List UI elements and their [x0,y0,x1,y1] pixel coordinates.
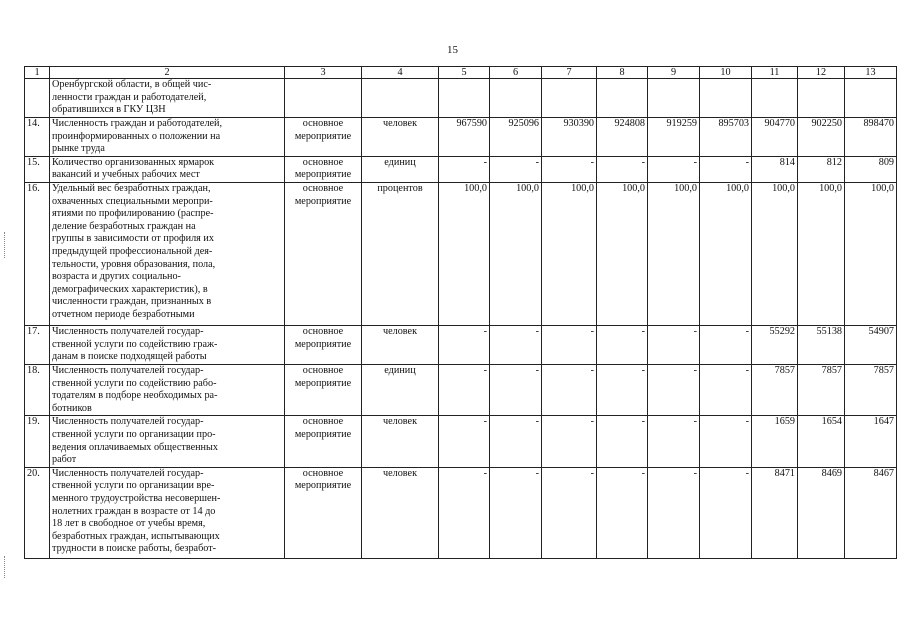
indicator-name: Численность получателей государ- ственной услуги по организации про- ведения оплачиваемых общественных работ [50,416,285,467]
table-row [25,118,897,157]
value-cell: - [700,467,752,558]
table-row [25,79,897,118]
row-number: 17. [25,325,50,364]
row-number: 19. [25,416,50,467]
value-cell: 100,0 [845,182,897,325]
value-cell: - [439,325,490,364]
value-cell: - [490,156,542,182]
value-cell: - [490,416,542,467]
column-header: 11 [752,67,798,79]
column-header: 10 [700,67,752,79]
row-number: 15. [25,156,50,182]
indicator-type: основное мероприятие [285,182,362,325]
value-cell: 898470 [845,118,897,157]
value-cell: - [439,156,490,182]
value-cell: - [542,416,597,467]
indicator-type: основное мероприятие [285,325,362,364]
row-number: 20. [25,467,50,558]
indicator-type: основное мероприятие [285,156,362,182]
value-cell [798,79,845,118]
value-cell: - [542,156,597,182]
column-header: 2 [50,67,285,79]
scan-edge-mark [4,556,7,578]
value-cell: 100,0 [798,182,845,325]
value-cell: 1659 [752,416,798,467]
value-cell: 8469 [798,467,845,558]
value-cell: 1654 [798,416,845,467]
indicator-name: Оренбургской области, в общей чис- ленности граждан и работодателей, обратившихся в ГКУ ЦЗН [50,79,285,118]
unit-of-measure: человек [362,118,439,157]
value-cell: 55292 [752,325,798,364]
value-cell [648,79,700,118]
indicator-type [285,79,362,118]
value-cell: - [700,364,752,415]
unit-of-measure: человек [362,467,439,558]
column-header: 3 [285,67,362,79]
value-cell: 55138 [798,325,845,364]
value-cell: 100,0 [700,182,752,325]
value-cell: 924808 [597,118,648,157]
value-cell: 809 [845,156,897,182]
column-header: 5 [439,67,490,79]
indicator-name: Численность граждан и работодателей, проинформированных о положении на рынке труда [50,118,285,157]
scan-edge-mark [4,232,7,258]
value-cell: 7857 [845,364,897,415]
indicator-table [24,66,897,559]
unit-of-measure: процентов [362,182,439,325]
value-cell: 814 [752,156,798,182]
value-cell: - [597,416,648,467]
value-cell: 967590 [439,118,490,157]
value-cell: - [490,467,542,558]
value-cell: - [597,156,648,182]
value-cell: - [700,325,752,364]
value-cell: 100,0 [490,182,542,325]
value-cell: 930390 [542,118,597,157]
value-cell: - [439,467,490,558]
table-row [25,325,897,364]
header-row [25,67,897,79]
value-cell: - [490,364,542,415]
value-cell: - [648,364,700,415]
value-cell: 54907 [845,325,897,364]
page-number: 15 [447,44,458,56]
value-cell: - [597,467,648,558]
indicator-type: основное мероприятие [285,416,362,467]
column-header: 7 [542,67,597,79]
value-cell [700,79,752,118]
row-number: 14. [25,118,50,157]
indicator-name: Количество организованных ярмарок вакансий и учебных рабочих мест [50,156,285,182]
column-header: 12 [798,67,845,79]
value-cell: 919259 [648,118,700,157]
column-header: 8 [597,67,648,79]
value-cell: 7857 [798,364,845,415]
value-cell: 100,0 [597,182,648,325]
value-cell: - [597,364,648,415]
table-row [25,416,897,467]
unit-of-measure: человек [362,325,439,364]
table-row [25,156,897,182]
value-cell: - [597,325,648,364]
value-cell: - [700,156,752,182]
value-cell: - [542,325,597,364]
value-cell: - [439,416,490,467]
indicator-name: Удельный вес безработных граждан, охваченных специальными меропри- ятиями по профилированию (распре- деление безработных граждан на группы в зависимости от профиля их предыдущей профессиональной дея- тельности, уровня образования, пола, возраста и других социально- демографических характеристик), в численности граждан, признанных в отчетном периоде безработными [50,182,285,325]
indicator-name: Численность получателей государ- ственной услуги по организации вре- менного трудоустройства несовершен- нолетних граждан в возрасте от 14 до 18 лет в свободное от учебы время, безработных граждан, испытывающих трудности в поиске работы, безработ- [50,467,285,558]
value-cell: - [648,467,700,558]
value-cell: 812 [798,156,845,182]
value-cell: 100,0 [439,182,490,325]
value-cell [490,79,542,118]
value-cell: 8467 [845,467,897,558]
value-cell [439,79,490,118]
value-cell: - [490,325,542,364]
row-number: 16. [25,182,50,325]
column-header: 1 [25,67,50,79]
value-cell: - [648,156,700,182]
value-cell: 100,0 [648,182,700,325]
value-cell [752,79,798,118]
value-cell: - [439,364,490,415]
indicator-type: основное мероприятие [285,364,362,415]
value-cell [542,79,597,118]
row-number [25,79,50,118]
column-header: 13 [845,67,897,79]
value-cell: 925096 [490,118,542,157]
column-header: 9 [648,67,700,79]
value-cell: - [648,325,700,364]
column-header: 6 [490,67,542,79]
table-row [25,182,897,325]
value-cell: - [542,364,597,415]
unit-of-measure: единиц [362,364,439,415]
column-header: 4 [362,67,439,79]
indicator-type: основное мероприятие [285,118,362,157]
value-cell [845,79,897,118]
value-cell: 904770 [752,118,798,157]
value-cell: - [542,467,597,558]
value-cell: 100,0 [752,182,798,325]
value-cell: 1647 [845,416,897,467]
value-cell: - [700,416,752,467]
unit-of-measure [362,79,439,118]
value-cell: 895703 [700,118,752,157]
value-cell: - [648,416,700,467]
table-row [25,467,897,558]
unit-of-measure: человек [362,416,439,467]
value-cell [597,79,648,118]
indicator-name: Численность получателей государ- ственной услуги по содействию рабо- тодателям в подборе необходимых ра- ботников [50,364,285,415]
indicator-type: основное мероприятие [285,467,362,558]
table-row [25,364,897,415]
value-cell: 8471 [752,467,798,558]
value-cell: 100,0 [542,182,597,325]
value-cell: 902250 [798,118,845,157]
unit-of-measure: единиц [362,156,439,182]
value-cell: 7857 [752,364,798,415]
indicator-name: Численность получателей государ- ственной услуги по содействию граж- данам в поиске подходящей работы [50,325,285,364]
row-number: 18. [25,364,50,415]
